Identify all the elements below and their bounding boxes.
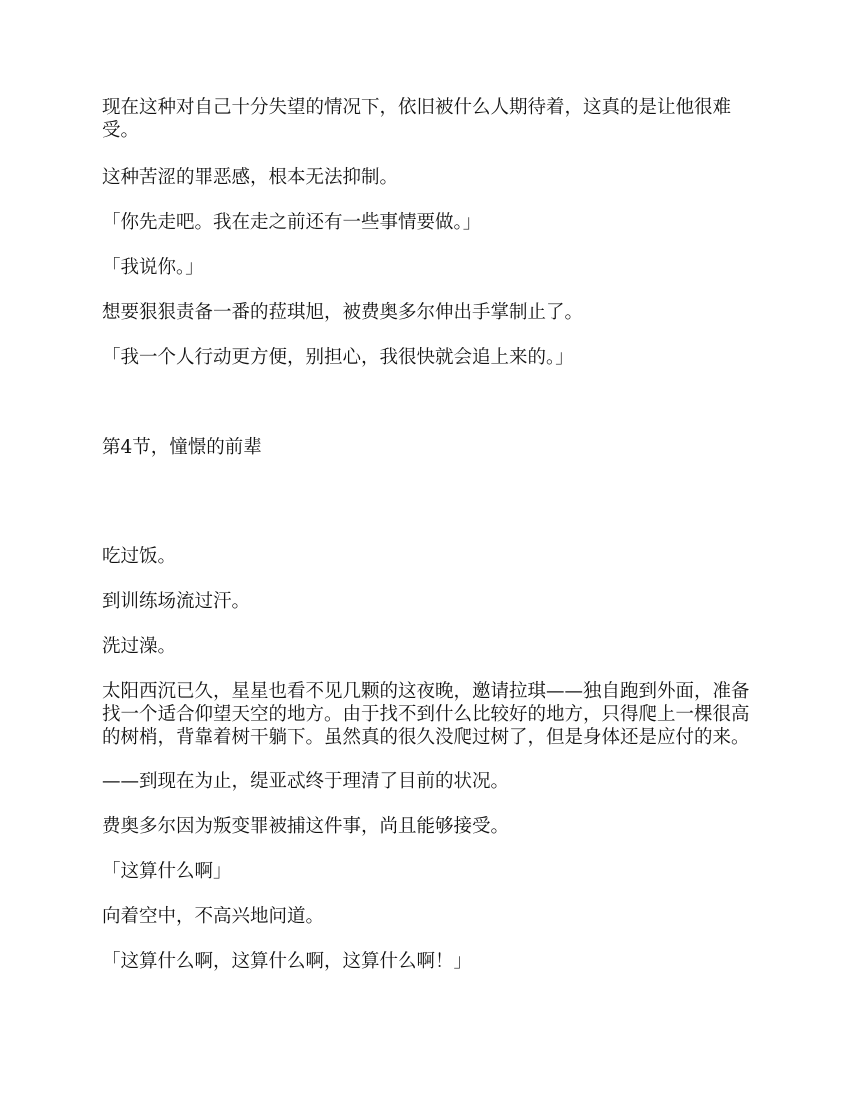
paragraph-ate: 吃过饭。 xyxy=(102,546,177,567)
paragraph-stopped: 想要狠狠责备一番的菈琪旭，被费奥多尔伸出手掌制止了。 xyxy=(102,302,584,323)
paragraph-asked-sky: 向着空中，不高兴地问道。 xyxy=(102,906,325,927)
dialogue-go-first: 「你先走吧。我在走之前还有一些事情要做。」 xyxy=(102,212,482,233)
paragraph-bath: 洗过澡。 xyxy=(102,636,177,657)
paragraph-training: 到训练场流过汗。 xyxy=(102,591,251,612)
dialogue-i-say: 「我说你。」 xyxy=(102,257,204,278)
paragraph-disappointment: 现在这种对自己十分失望的情况下，依旧被什么人期待着，这真的是让他很难受。 xyxy=(102,97,732,141)
paragraph-night-tree: 太阳西沉已久，星星也看不见几颗的这夜晚，邀请拉琪——独自跑到外面，准备找一个适合仰望天空的地方。由于找不到什么比较好的地方，只得爬上一棵很高的树梢，背靠着树干躺下。虽然真的很久没爬过树了，但是身体还是应付的来。 xyxy=(102,681,750,748)
paragraph-situation: ——到现在为止，缇亚忒终于理清了目前的状况。 xyxy=(102,771,510,792)
dialogue-what-is-this: 「这算什么啊」 xyxy=(102,861,232,882)
dialogue-act-alone: 「我一个人行动更方便，别担心，我很快就会追上来的。」 xyxy=(102,347,574,368)
dialogue-what-is-this-repeated: 「这算什么啊，这算什么啊，这算什么啊！」 xyxy=(102,951,473,972)
paragraph-arrest: 费奥多尔因为叛变罪被捕这件事，尚且能够接受。 xyxy=(102,816,510,837)
document-page xyxy=(102,96,752,973)
paragraph-guilt: 这种苦涩的罪恶感，根本无法抑制。 xyxy=(102,167,399,188)
section-heading: 第4节，憧憬的前辈 xyxy=(102,437,262,458)
